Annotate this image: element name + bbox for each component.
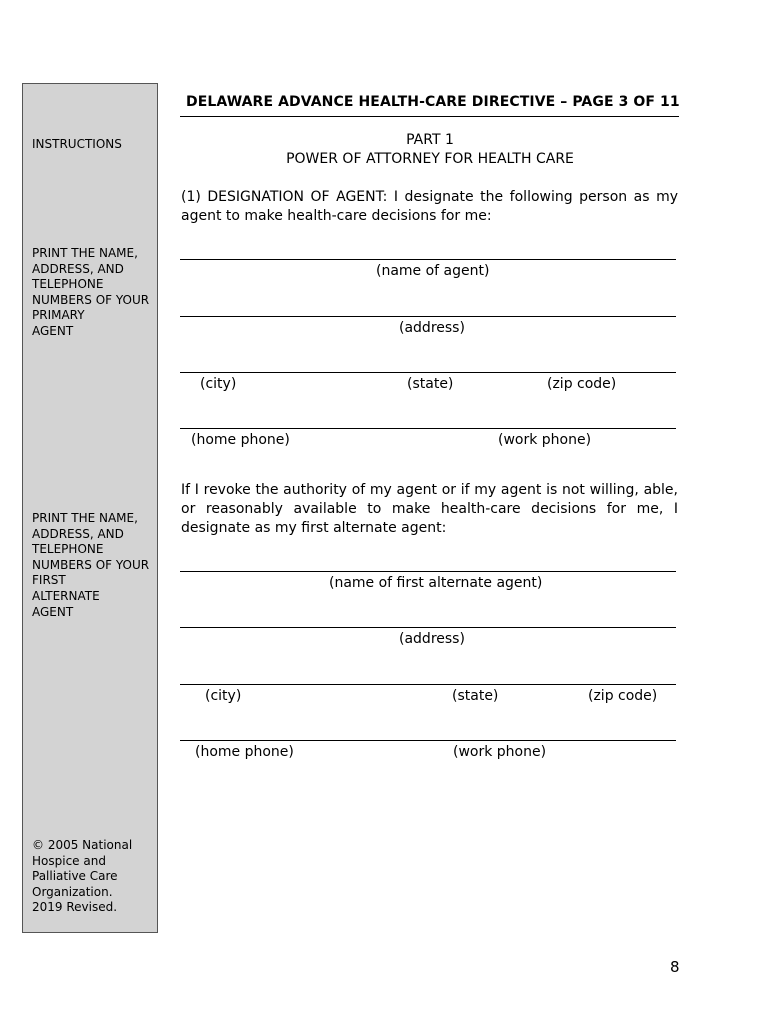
alternate-agent-instructions: PRINT THE NAME, ADDRESS, AND TELEPHONE NUMBERS OF YOUR FIRST ALTERNATE AGENT — [32, 511, 150, 619]
page-number: 8 — [670, 958, 680, 976]
alternate-zip-label: (zip code) — [588, 688, 658, 704]
alternate-phone-line[interactable] — [180, 740, 676, 741]
alternate-name-label: (name of first alternate agent) — [329, 575, 543, 591]
agent-state-label: (state) — [407, 376, 454, 392]
agent-city-state-zip-line[interactable] — [180, 372, 676, 373]
agent-address-label: (address) — [399, 320, 465, 336]
instructions-sidebar — [22, 83, 158, 933]
alternate-state-label: (state) — [452, 688, 499, 704]
agent-city-label: (city) — [200, 376, 237, 392]
agent-name-line[interactable] — [180, 259, 676, 260]
instructions-heading: INSTRUCTIONS — [32, 137, 122, 151]
alternate-work-phone-label: (work phone) — [453, 744, 547, 760]
document-title: DELAWARE ADVANCE HEALTH-CARE DIRECTIVE – PAGE 3 OF 11 — [186, 94, 680, 110]
agent-name-label: (name of agent) — [376, 263, 490, 279]
alternate-home-phone-label: (home phone) — [195, 744, 294, 760]
revoke-paragraph: If I revoke the authority of my agent or if my agent is not willing, able, or reasonably available to make health-care decisions for me, I designate as my first alternate agent: — [181, 482, 678, 536]
agent-work-phone-label: (work phone) — [498, 432, 592, 448]
part-name: POWER OF ATTORNEY FOR HEALTH CARE — [286, 151, 574, 167]
alternate-city-label: (city) — [205, 688, 242, 704]
copyright-notice: © 2005 National Hospice and Palliative Care Organization. 2019 Revised. — [32, 838, 133, 915]
alternate-address-label: (address) — [399, 631, 465, 647]
agent-phone-line[interactable] — [180, 428, 676, 429]
agent-address-line[interactable] — [180, 316, 676, 317]
designation-paragraph: (1) DESIGNATION OF AGENT: I designate the following person as my agent to make health-care decisions for me: — [181, 189, 678, 224]
alternate-city-state-zip-line[interactable] — [180, 684, 676, 685]
alternate-name-line[interactable] — [180, 571, 676, 572]
part-number: PART 1 — [406, 132, 454, 148]
primary-agent-instructions: PRINT THE NAME, ADDRESS, AND TELEPHONE NUMBERS OF YOUR PRIMARY AGENT — [32, 246, 150, 338]
agent-zip-label: (zip code) — [547, 376, 617, 392]
title-underline — [180, 116, 679, 117]
agent-home-phone-label: (home phone) — [191, 432, 290, 448]
alternate-address-line[interactable] — [180, 627, 676, 628]
